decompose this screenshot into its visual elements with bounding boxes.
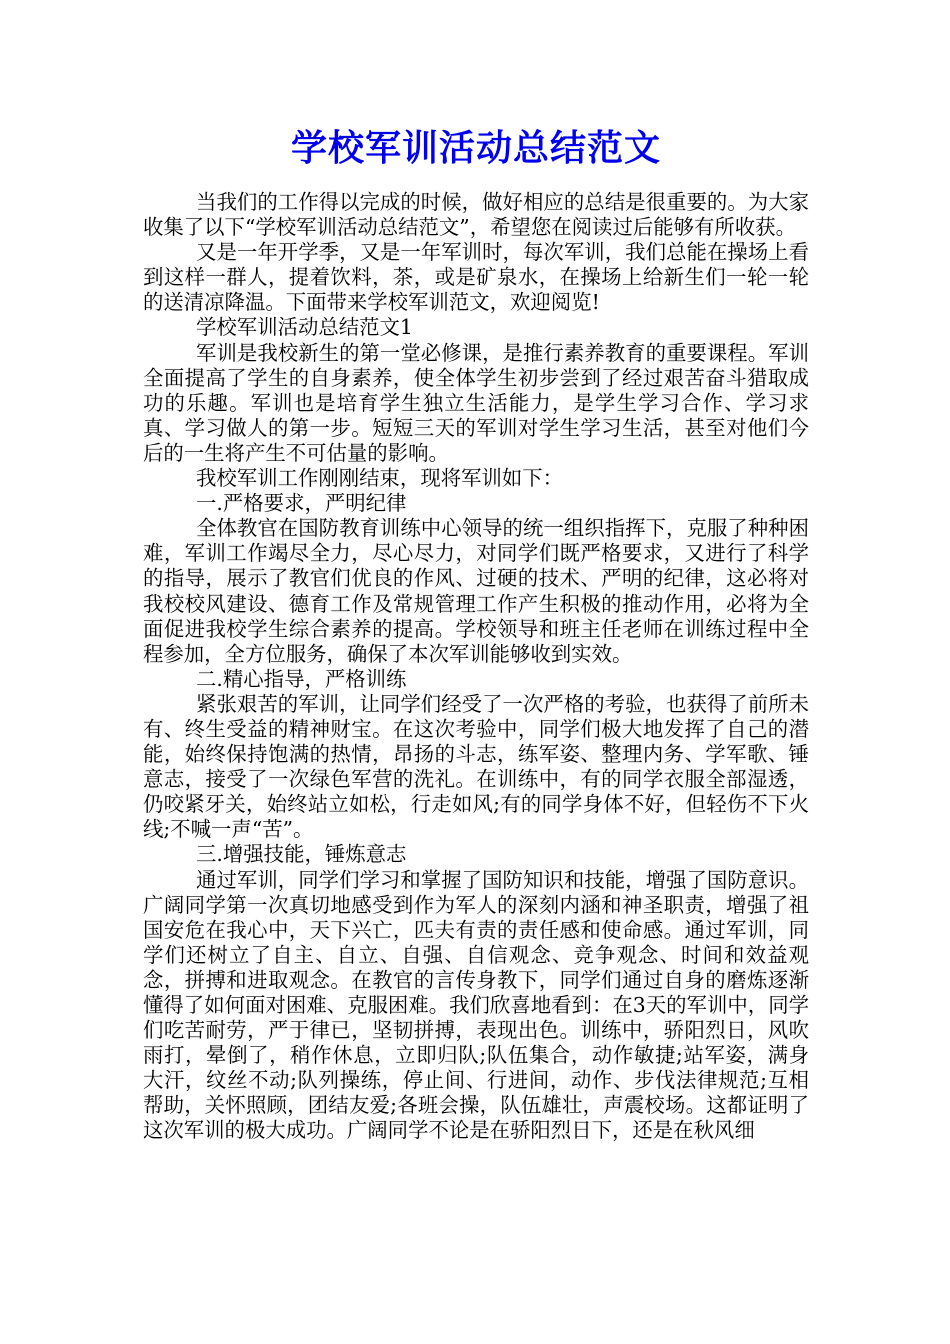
paragraph-importance: 军训是我校新生的第一堂必修课，是推行素养教育的重要课程。军训全面提高了学生的自身素养，使全体学生初步尝到了经过艰苦奋斗猎取成功的乐趣。军训也是培育学生独立生活能力，是学生学习合作、学习求真、学习做人的第一步。短短三天的军训对学生学习生活，甚至对他们今后的一生将产生不可估量的影响。 bbox=[143, 340, 809, 465]
paragraph-opening: 又是一年开学季，又是一年军训时，每次军训，我们总能在操场上看到这样一群人，提着饮料，茶，或是矿泉水，在操场上给新生们一轮一轮的送清凉降温。下面带来学校军训范文，欢迎阅览! bbox=[143, 240, 809, 315]
document-title: 学校军训活动总结范文 bbox=[290, 128, 661, 169]
section-heading-1: 一.严格要求，严明纪律 bbox=[196, 491, 407, 516]
document-body bbox=[143, 190, 809, 1144]
section-heading-2: 二.精心指导，严格训练 bbox=[196, 666, 407, 691]
paragraph-summary-intro: 我校军训工作刚刚结束，现将军训如下： bbox=[196, 466, 564, 491]
document-page bbox=[143, 118, 809, 1144]
paragraph-section-2: 紧张艰苦的军训，让同学们经受了一次严格的考验，也获得了前所未有、终生受益的精神财宝。在这次考验中，同学们极大地发挥了自己的潜能，始终保持饱满的热情，昂扬的斗志，练军姿、整理内务、学军歌、锤意志，接受了一次绿色军营的洗礼。在训练中，有的同学衣服全部湿透，仍咬紧牙关，始终站立如松，行走如风;有的同学身体不好，但轻伤不下火线;不喊一声“苦”。 bbox=[143, 691, 809, 842]
paragraph-section-1: 全体教官在国防教育训练中心领导的统一组织指挥下，克服了种种困难，军训工作竭尽全力，尽心尽力，对同学们既严格要求，又进行了科学的指导，展示了教官们优良的作风、过硬的技术、严明的纪律，这必将对我校校风建设、德育工作及常规管理工作产生积极的推动作用，必将为全面促进我校学生综合素养的提高。学校领导和班主任老师在训练过程中全程参加，全方位服务，确保了本次军训能够收到实效。 bbox=[143, 516, 809, 666]
section-heading-3: 三.增强技能，锤炼意志 bbox=[196, 842, 407, 867]
paragraph-intro: 当我们的工作得以完成的时候，做好相应的总结是很重要的。为大家收集了以下“学校军训活动总结范文”，希望您在阅读过后能够有所收获。 bbox=[143, 190, 809, 240]
section-heading-sample-1: 学校军训活动总结范文1 bbox=[196, 315, 413, 340]
paragraph-section-3: 通过军训，同学们学习和掌握了国防知识和技能，增强了国防意识。广阔同学第一次真切地感受到作为军人的深刻内涵和神圣职责，增强了祖国安危在我心中，天下兴亡，匹夫有责的责任感和使命感。通过军训，同学们还树立了自主、自立、自强、自信观念、竞争观念、时间和效益观念，拼搏和进取观念。在教官的言传身教下，同学们通过自身的磨炼逐渐懂得了如何面对困难、克服困难。我们欣喜地看到：在3天的军训中，同学们吃苦耐劳，严于律已，坚韧拼搏，表现出色。训练中，骄阳烈日，风吹雨打，晕倒了，稍作休息，立即归队;队伍集合，动作敏捷;站军姿，满身大汗，纹丝不动;队列操练，停止间、行进间，动作、步伐法律规范;互相帮助，关怀照顾，团结友爱;各班会操，队伍雄壮，声震校场。这都证明了这次军训的极大成功。广阔同学不论是在骄阳烈日下，还是在秋风细 bbox=[143, 867, 809, 1143]
